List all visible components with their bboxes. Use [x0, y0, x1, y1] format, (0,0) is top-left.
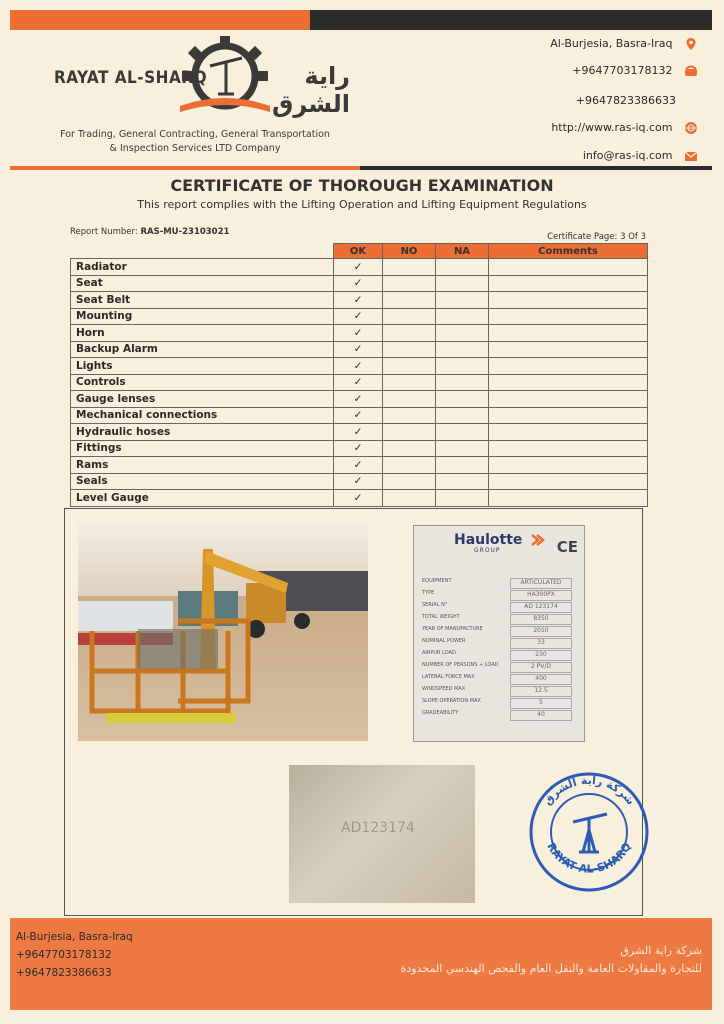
no-cell: [383, 341, 436, 358]
nameplate-label: EQUIPMENT: [422, 578, 452, 584]
footer-phone-2[interactable]: +9647823386633: [16, 967, 112, 979]
item-name: Backup Alarm: [71, 341, 334, 358]
nameplate-label: TOTAL WEIGHT: [422, 614, 460, 620]
nameplate-label: LATERAL FORCE MAX: [422, 674, 475, 680]
header-comments: Comments: [489, 244, 648, 259]
nameplate-value: AD 123174: [510, 602, 572, 613]
nameplate-value: ARTICULATED: [510, 578, 572, 589]
item-name: Mounting: [71, 308, 334, 325]
chevron-logo-icon: [531, 534, 545, 546]
header-item: [71, 244, 334, 259]
footer-company-description-ar: للتجارة والمقاولات العامة والنقل العام والفحص الهندسي المحدودة: [400, 962, 702, 975]
header-top-bar: [10, 10, 712, 30]
company-stamp: [527, 770, 651, 894]
comments-cell: [489, 391, 648, 408]
table-row: [71, 490, 648, 507]
ok-check-icon: ✓: [334, 275, 383, 292]
comments-cell: [489, 440, 648, 457]
company-logo: [50, 30, 350, 125]
na-cell: [436, 341, 489, 358]
header-divider: [10, 166, 712, 170]
table-row: [71, 275, 648, 292]
item-name: Mechanical connections: [71, 407, 334, 424]
comments-cell: [489, 259, 648, 276]
item-name: Level Gauge: [71, 490, 334, 507]
stamp-text-top: شركة راية الشرق: [540, 773, 638, 808]
contact-address-text: Al-Burjesia, Basra-Iraq: [550, 37, 673, 50]
page-footer: [10, 918, 712, 1010]
svg-text:شركة راية الشرق: [541, 774, 637, 808]
company-name-en: RAYAT AL-SHARQ: [54, 68, 208, 88]
no-cell: [383, 440, 436, 457]
tagline-line-1: For Trading, General Contracting, General Transportation: [60, 129, 330, 140]
ce-mark: CE: [556, 538, 578, 556]
nameplate-label: YEAR OF MANUFACTURE: [422, 626, 483, 632]
table-row: [71, 457, 648, 474]
nameplate-row: [422, 638, 576, 648]
no-cell: [383, 275, 436, 292]
table-row: [71, 391, 648, 408]
nameplate-label: GRADEABILITY: [422, 710, 459, 716]
contact-phone-1[interactable]: [572, 64, 698, 78]
company-name-ar: راية الشرق: [271, 62, 350, 118]
table-row: [71, 259, 648, 276]
ok-check-icon: ✓: [334, 440, 383, 457]
contact-website[interactable]: [551, 121, 698, 135]
na-cell: [436, 490, 489, 507]
nameplate-value: 2010: [510, 626, 572, 637]
nameplate-row: [422, 590, 576, 600]
nameplate-label: NUMBER OF PERSONS + LOAD: [422, 662, 499, 668]
no-cell: [383, 490, 436, 507]
location-pin-icon: [684, 37, 698, 51]
comments-cell: [489, 292, 648, 309]
globe-icon: [684, 121, 698, 135]
comments-cell: [489, 325, 648, 342]
table-row: [71, 325, 648, 342]
na-cell: [436, 424, 489, 441]
nameplate-row: [422, 626, 576, 636]
nameplate-label: NOMINAL POWER: [422, 638, 466, 644]
na-cell: [436, 275, 489, 292]
equipment-photo: [78, 521, 368, 741]
nameplate-value: 400: [510, 674, 572, 685]
contact-website-text[interactable]: http://www.ras-iq.com: [551, 121, 673, 134]
item-name: Hydraulic hoses: [71, 424, 334, 441]
no-cell: [383, 358, 436, 375]
na-cell: [436, 325, 489, 342]
report-number: [70, 227, 229, 237]
nameplate-label: WINDSPEED MAX: [422, 686, 466, 692]
comments-cell: [489, 490, 648, 507]
phone-icon: [684, 64, 698, 78]
nameplate-row: [422, 710, 576, 720]
table-row: [71, 473, 648, 490]
comments-cell: [489, 275, 648, 292]
no-cell: [383, 407, 436, 424]
nameplate-value: 230: [510, 650, 572, 661]
ok-check-icon: ✓: [334, 308, 383, 325]
item-name: Lights: [71, 358, 334, 375]
nameplate-value: 2 PV/D: [510, 662, 572, 673]
na-cell: [436, 292, 489, 309]
nameplate-row: [422, 578, 576, 588]
nameplate-row: [422, 662, 576, 672]
document-subtitle: This report complies with the Lifting Operation and Lifting Equipment Regulations: [137, 198, 587, 211]
ok-check-icon: ✓: [334, 358, 383, 375]
contact-email[interactable]: [583, 149, 698, 163]
footer-address: Al-Burjesia, Basra-Iraq: [16, 931, 133, 943]
footer-company-ar: [401, 942, 702, 978]
table-row: [71, 308, 648, 325]
engraved-serial-text: AD123174: [341, 820, 415, 836]
item-name: Seat Belt: [71, 292, 334, 309]
email-icon: [684, 149, 698, 163]
item-name: Seals: [71, 473, 334, 490]
ok-check-icon: ✓: [334, 490, 383, 507]
contact-phone-1-text[interactable]: +9647703178132: [572, 64, 673, 77]
na-cell: [436, 391, 489, 408]
nameplate-row: [422, 614, 576, 624]
item-name: Gauge lenses: [71, 391, 334, 408]
na-cell: [436, 473, 489, 490]
no-cell: [383, 457, 436, 474]
comments-cell: [489, 424, 648, 441]
comments-cell: [489, 358, 648, 375]
ok-check-icon: ✓: [334, 292, 383, 309]
no-cell: [383, 292, 436, 309]
ok-check-icon: ✓: [334, 424, 383, 441]
na-cell: [436, 407, 489, 424]
item-name: Seat: [71, 275, 334, 292]
serial-engraving-photo: [289, 765, 475, 903]
no-cell: [383, 424, 436, 441]
comments-cell: [489, 341, 648, 358]
table-row: [71, 292, 648, 309]
no-cell: [383, 325, 436, 342]
item-name: Fittings: [71, 440, 334, 457]
table-row: [71, 374, 648, 391]
nameplate-photo: [413, 525, 585, 742]
contact-phone-2[interactable]: [576, 94, 676, 107]
footer-phone-1[interactable]: +9647703178132: [16, 949, 112, 961]
ok-check-icon: ✓: [334, 457, 383, 474]
na-cell: [436, 259, 489, 276]
comments-cell: [489, 308, 648, 325]
nameplate-row: [422, 602, 576, 612]
nameplate-label: SLOPE OPERATION MAX: [422, 698, 481, 704]
stamp-text-bottom: RAYAT AL-SHARQ: [544, 840, 634, 876]
company-tagline: [40, 128, 350, 156]
nameplate-value: 40: [510, 710, 572, 721]
item-name: Rams: [71, 457, 334, 474]
inspection-checklist-table: [70, 243, 648, 507]
contact-email-text[interactable]: info@ras-iq.com: [582, 149, 673, 162]
ok-check-icon: ✓: [334, 473, 383, 490]
comments-cell: [489, 473, 648, 490]
table-row: [71, 341, 648, 358]
na-cell: [436, 440, 489, 457]
ok-check-icon: ✓: [334, 325, 383, 342]
nameplate-value: 5: [510, 698, 572, 709]
no-cell: [383, 374, 436, 391]
comments-cell: [489, 457, 648, 474]
na-cell: [436, 308, 489, 325]
header-ok: OK: [334, 244, 383, 259]
nameplate-group: GROUP: [474, 547, 501, 554]
nameplate-label: AIRPUR LOAD: [422, 650, 456, 656]
ok-check-icon: ✓: [334, 391, 383, 408]
certificate-page-number: Certificate Page: 3 Of 3: [547, 232, 646, 242]
ok-check-icon: ✓: [334, 407, 383, 424]
nameplate-row: [422, 698, 576, 708]
nameplate-brand: Haulotte: [454, 532, 523, 548]
comments-cell: [489, 374, 648, 391]
nameplate-value: 33: [510, 638, 572, 649]
header-na: NA: [436, 244, 489, 259]
tagline-line-2: & Inspection Services LTD Company: [109, 143, 281, 154]
table-row: [71, 358, 648, 375]
nameplate-value: 8350: [510, 614, 572, 625]
nameplate-label: TYPE: [422, 590, 435, 596]
ok-check-icon: ✓: [334, 341, 383, 358]
comments-cell: [489, 407, 648, 424]
no-cell: [383, 473, 436, 490]
table-header-row: [71, 244, 648, 259]
table-row: [71, 440, 648, 457]
no-cell: [383, 308, 436, 325]
ok-check-icon: ✓: [334, 374, 383, 391]
footer-company-name-ar: شركة راية الشرق: [620, 944, 702, 957]
na-cell: [436, 358, 489, 375]
nameplate-row: [422, 686, 576, 696]
footer-contacts: [16, 928, 133, 982]
contact-phone-2-text[interactable]: +9647823386633: [575, 94, 676, 107]
nameplate-label: SERIAL N°: [422, 602, 448, 608]
report-number-value: RAS-MU-23103021: [140, 227, 230, 237]
item-name: Radiator: [71, 259, 334, 276]
na-cell: [436, 457, 489, 474]
contact-address: [550, 37, 698, 51]
nameplate-value: 12.5: [510, 686, 572, 697]
no-cell: [383, 259, 436, 276]
na-cell: [436, 374, 489, 391]
nameplate-row: [422, 674, 576, 684]
document-title: CERTIFICATE OF THOROUGH EXAMINATION: [170, 176, 554, 195]
nameplate-row: [422, 650, 576, 660]
table-row: [71, 424, 648, 441]
nameplate-value: HA300PX: [510, 590, 572, 601]
no-cell: [383, 391, 436, 408]
item-name: Controls: [71, 374, 334, 391]
report-number-label: Report Number:: [70, 227, 138, 237]
table-row: [71, 407, 648, 424]
ok-check-icon: ✓: [334, 259, 383, 276]
item-name: Horn: [71, 325, 334, 342]
header-no: NO: [383, 244, 436, 259]
